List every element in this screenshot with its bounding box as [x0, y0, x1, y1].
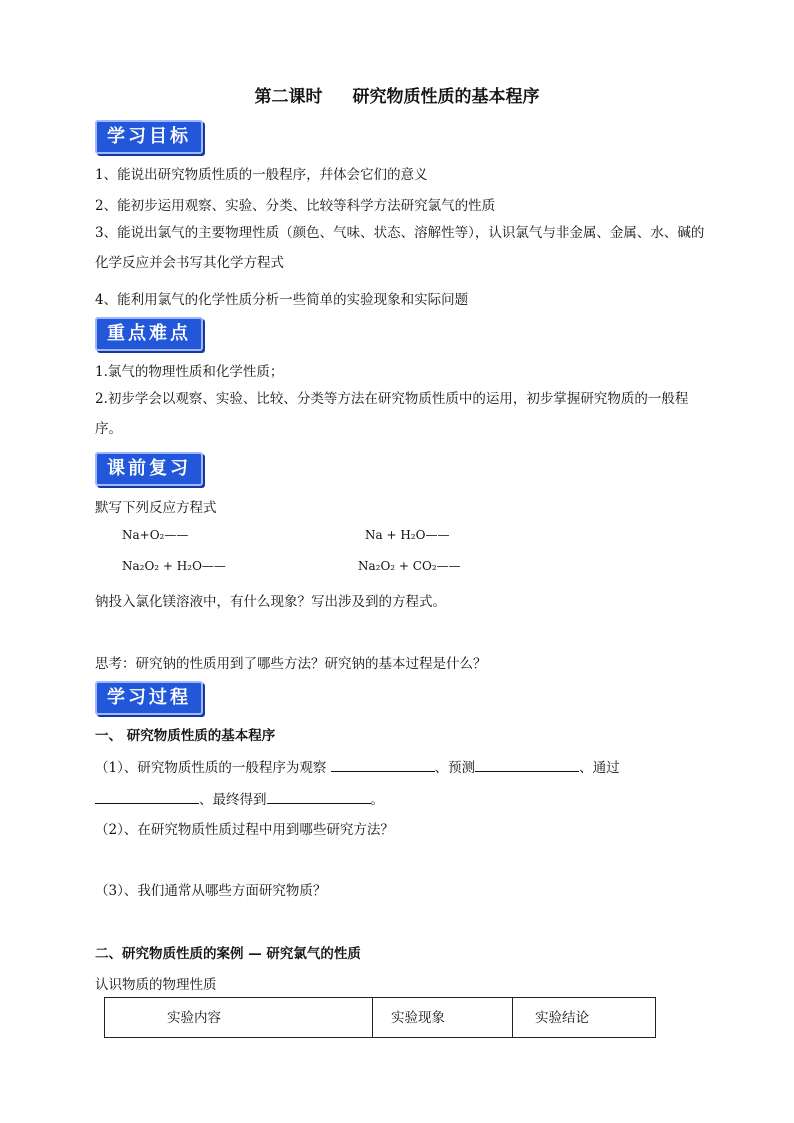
think-question: 思考：研究钠的性质用到了哪些方法？研究钠的基本过程是什么？ [95, 656, 487, 672]
goal-item: 1、能说出研究物质性质的一般程序，幷体会它们的意义 [95, 167, 428, 183]
equation: Na₂O₂ + H₂O—— [122, 559, 226, 573]
q1-text-d: 、最终得到 [199, 792, 267, 808]
goal-item: 2、能初步运用观察、实验、分类、比较等科学方法研究氯气的性质 [95, 198, 496, 214]
key-points-badge: 重点难点 [95, 317, 203, 351]
table-header-cell: 实验结论 [513, 998, 656, 1038]
table-header-cell: 实验现象 [373, 998, 513, 1038]
q1-text-e: 。 [370, 792, 384, 808]
key-point-item: 2.初步学会以观察、实验、比较、分类等方法在研究物质性质中的运用，初步掌握研究物质的一般程序。 [95, 391, 689, 437]
goals-badge: 学习目标 [95, 120, 203, 154]
equation: Na₂O₂ + CO₂—— [358, 559, 461, 573]
fill-question-1 [95, 756, 620, 776]
answer-blank[interactable] [475, 757, 579, 772]
key-point-item: 1.氯气的物理性质和化学性质； [95, 364, 284, 380]
goal-item: 4、能利用氯气的化学性质分析一些简单的实验现象和实际问题 [95, 292, 469, 308]
review-badge: 课前复习 [95, 452, 203, 486]
equation: Na+O₂—— [122, 528, 189, 542]
table-header-cell: 实验内容 [105, 998, 373, 1038]
review-intro: 默写下列反应方程式 [95, 500, 217, 516]
answer-blank[interactable] [95, 789, 199, 804]
q1-text-b: 、预测 [434, 760, 476, 776]
q1-text-a: （1）、研究物质性质的一般程序为观察 [95, 760, 327, 776]
table-header-row [105, 998, 656, 1038]
equation: Na + H₂O—— [365, 528, 450, 542]
review-question: 钠投入氯化镁溶液中，有什么现象？写出涉及到的方程式。 [95, 594, 446, 610]
fill-question-1-cont [95, 788, 384, 808]
answer-blank[interactable] [331, 757, 435, 772]
answer-blank[interactable] [267, 789, 371, 804]
goal-item: 3、能说出氯气的主要物理性质（颜色、气味、状态、溶解性等），认识氯气与非金属、金属、水、碱的化学反应并会书写其化学方程式 [95, 225, 705, 271]
section2-subheading: 认识物质的物理性质 [95, 977, 217, 993]
section2-heading: 二、研究物质性质的案例 — 研究氯气的性质 [95, 946, 361, 962]
lesson-topic: 研究物质性质的基本程序 [352, 87, 540, 107]
experiment-table [104, 997, 656, 1038]
lesson-number: 第二课时 [254, 87, 323, 107]
question-3: （3）、我们通常从哪些方面研究物质？ [95, 883, 327, 899]
question-2: （2）、在研究物质性质过程中用到哪些研究方法？ [95, 822, 394, 838]
q1-text-c: 、通过 [579, 760, 620, 776]
section1-heading: 一、 研究物质性质的基本程序 [95, 728, 276, 744]
page-title [0, 82, 794, 107]
process-badge: 学习过程 [95, 681, 203, 715]
